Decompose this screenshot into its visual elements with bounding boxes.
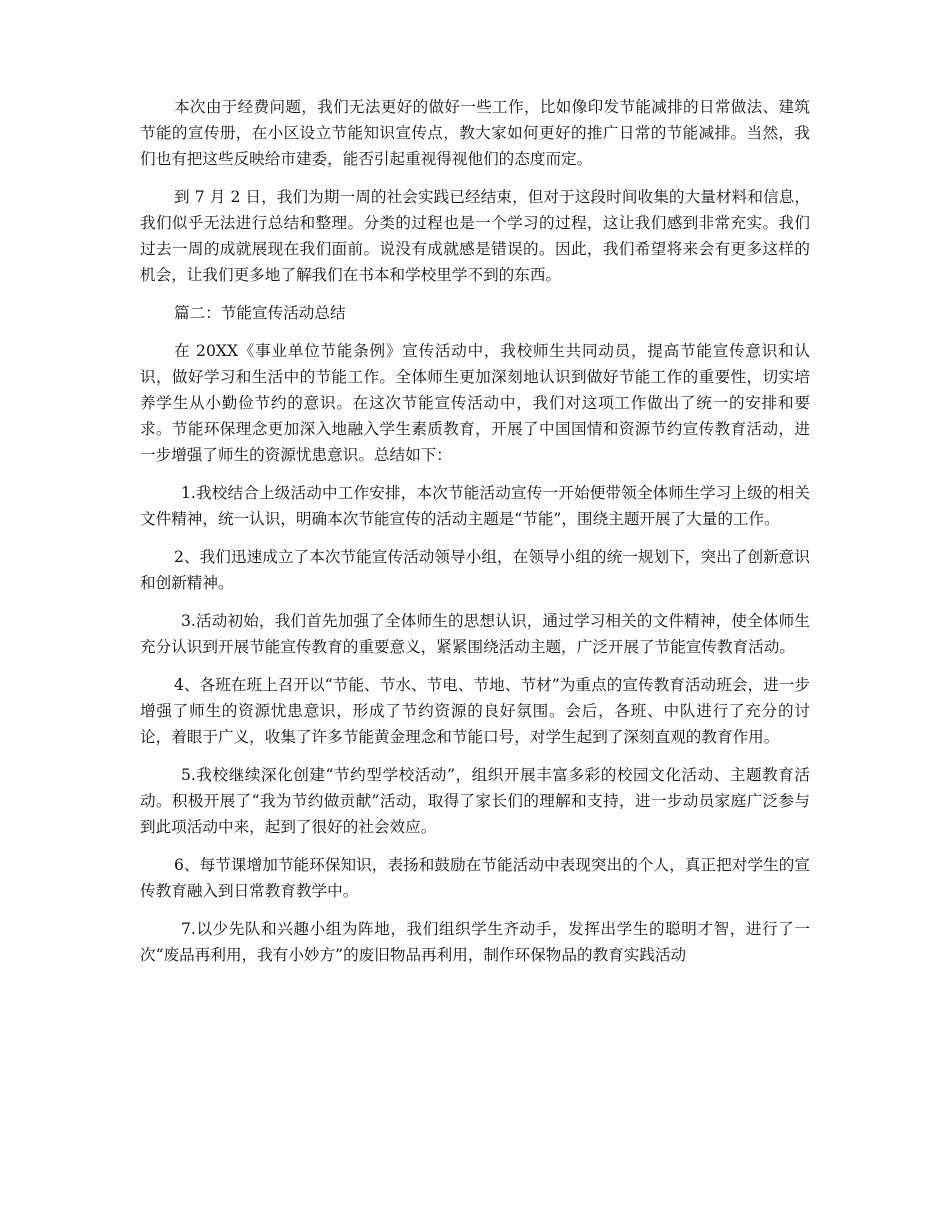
list-item-2: 2、我们迅速成立了本次节能宣传活动领导小组，在领导小组的统一规划下，突出了创新意识和创新精神。	[140, 548, 810, 592]
paragraph-funding-issue: 本次由于经费问题，我们无法更好的做好一些工作，比如像印发节能减排的日常做法、建筑节能的宣传册，在小区设立节能知识宣传点，教大家如何更好的推广日常的节能减排。当然，我们也有把这些反映给市建委，能否引起重视得视他们的态度而定。	[140, 98, 810, 168]
section-heading: 篇二：节能宣传活动总结	[174, 304, 346, 322]
list-item-7: 7.以少先队和兴趣小组为阵地，我们组织学生齐动手，发挥出学生的聪明才智，进行了一次“废品再利用，我有小妙方”的废旧物品再利用，制作环保物品的教育实践活动	[140, 920, 810, 964]
list-item-3: 3.活动初始，我们首先加强了全体师生的思想认识，通过学习相关的文件精神，使全体师生充分认识到开展节能宣传教育的重要意义，紧紧围绕活动主题，广泛开展了节能宣传教育活动。	[140, 612, 810, 656]
paragraph-practice-conclusion: 到 7 月 2 日，我们为期一周的社会实践已经结束，但对于这段时间收集的大量材料和信息，我们似乎无法进行总结和整理。分类的过程也是一个学习的过程，这让我们感到非常充实。我们过去一周的成就展现在我们面前。说没有成就感是错误的。因此，我们希望将来会有更多这样的机会，让我们更多地了解我们在书本和学校里学不到的东西。	[140, 188, 810, 284]
list-item-6: 6、每节课增加节能环保知识，表扬和鼓励在节能活动中表现突出的个人，真正把对学生的宣传教育融入到日常教育教学中。	[140, 856, 810, 900]
paragraph-intro: 在 20XX《事业单位节能条例》宣传活动中，我校师生共同动员，提高节能宣传意识和认识，做好学习和生活中的节能工作。全体师生更加深刻地认识到做好节能工作的重要性，切实培养学生从小勤俭节约的意识。在这次节能宣传活动中，我们对这项工作做出了统一的安排和要求。节能环保理念更加深入地融入学生素质教育，开展了中国国情和资源节约宣传教育活动，进一步增强了师生的资源忧患意识。总结如下：	[140, 342, 810, 464]
list-item-4: 4、各班在班上召开以“节能、节水、节电、节地、节材”为重点的宣传教育活动班会，进一步增强了师生的资源忧患意识，形成了节约资源的良好氛围。会后，各班、中队进行了充分的讨论，着眼于广义，收集了许多节能黄金理念和节能口号，对学生起到了深刻直观的教育作用。	[140, 676, 810, 746]
list-item-1: 1.我校结合上级活动中工作安排，本次节能活动宣传一开始便带领全体师生学习上级的相关文件精神，统一认识，明确本次节能宣传的活动主题是“节能”，围绕主题开展了大量的工作。	[140, 484, 810, 528]
document-body	[140, 94, 810, 980]
list-item-5: 5.我校继续深化创建“节约型学校活动”，组织开展丰富多彩的校园文化活动、主题教育活动。积极开展了“我为节约做贡献”活动，取得了家长们的理解和支持，进一步动员家庭广泛参与到此项活动中来，起到了很好的社会效应。	[140, 766, 810, 836]
